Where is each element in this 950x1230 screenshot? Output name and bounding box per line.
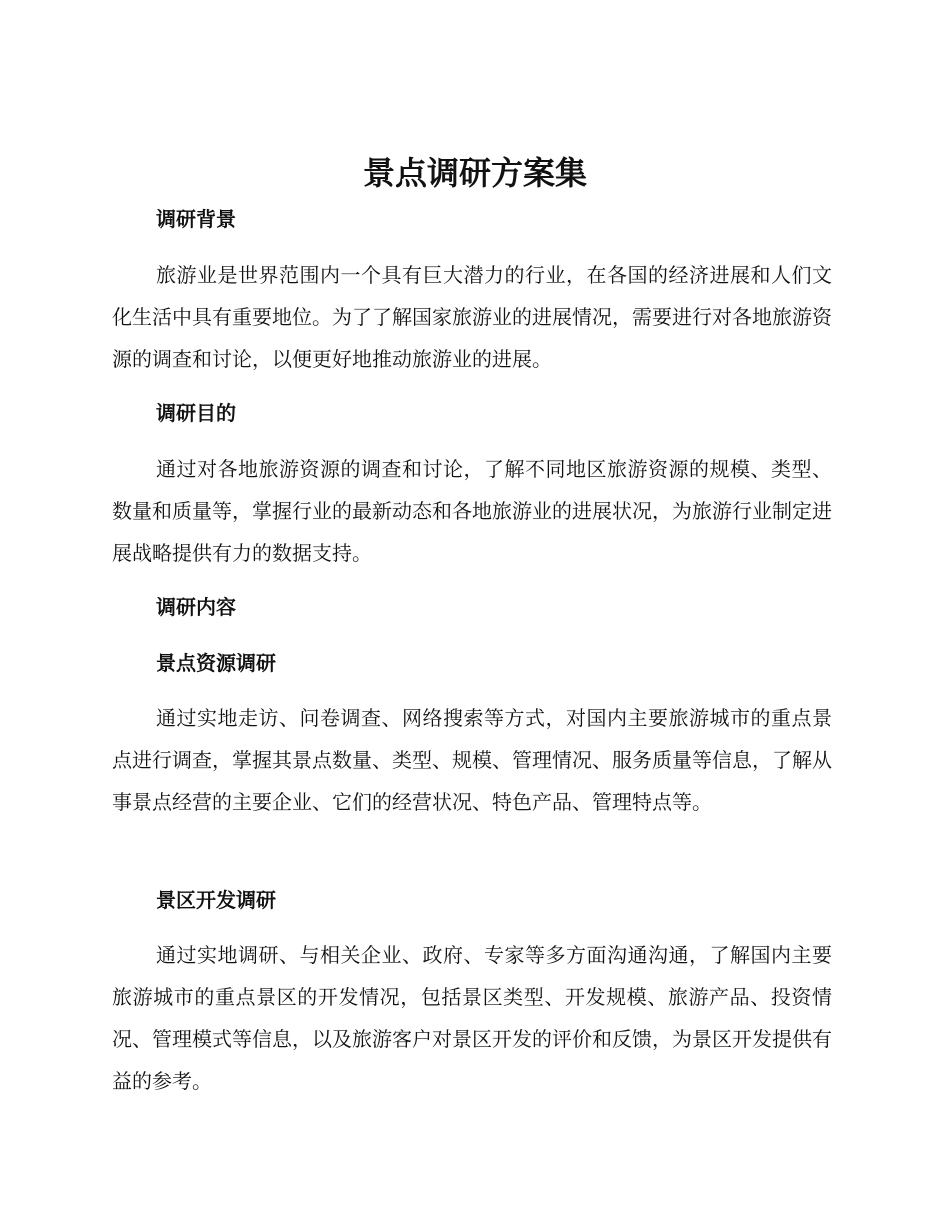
section-paragraph-scenic-development: 通过实地调研、与相关企业、政府、专家等多方面沟通沟通，了解国内主要旅游城市的重点景区的开发情况，包括景区类型、开发规模、旅游产品、投资情况、管理模式等信息，以及旅游客户对景区开发的评价和反馈，为景区开发提供有益的参考。 (112, 943, 832, 1093)
section-paragraph-purpose: 通过对各地旅游资源的调查和讨论，了解不同地区旅游资源的规模、类型、数量和质量等，掌握行业的最新动态和各地旅游业的进展状况，为旅游行业制定进展战略提供有力的数据支持。 (112, 457, 832, 565)
section-heading-background: 调研背景 (156, 207, 236, 231)
document-title: 景点调研方案集 (362, 154, 587, 192)
section-paragraph-attraction-resources: 通过实地走访、问卷调查、网络搜索等方式，对国内主要旅游城市的重点景点进行调查，掌握其景点数量、类型、规模、管理情况、服务质量等信息，了解从事景点经营的主要企业、它们的经营状况、特色产品、管理特点等。 (112, 706, 832, 814)
section-heading-purpose: 调研目的 (156, 401, 236, 425)
section-heading-content: 调研内容 (156, 595, 236, 619)
section-heading-attraction-resources: 景点资源调研 (156, 651, 276, 675)
section-heading-scenic-development: 景区开发调研 (156, 888, 276, 912)
section-paragraph-background: 旅游业是世界范围内一个具有巨大潜力的行业，在各国的经济进展和人们文化生活中具有重要地位。为了了解国家旅游业的进展情况，需要进行对各地旅游资源的调查和讨论，以便更好地推动旅游业的进展。 (112, 263, 832, 371)
